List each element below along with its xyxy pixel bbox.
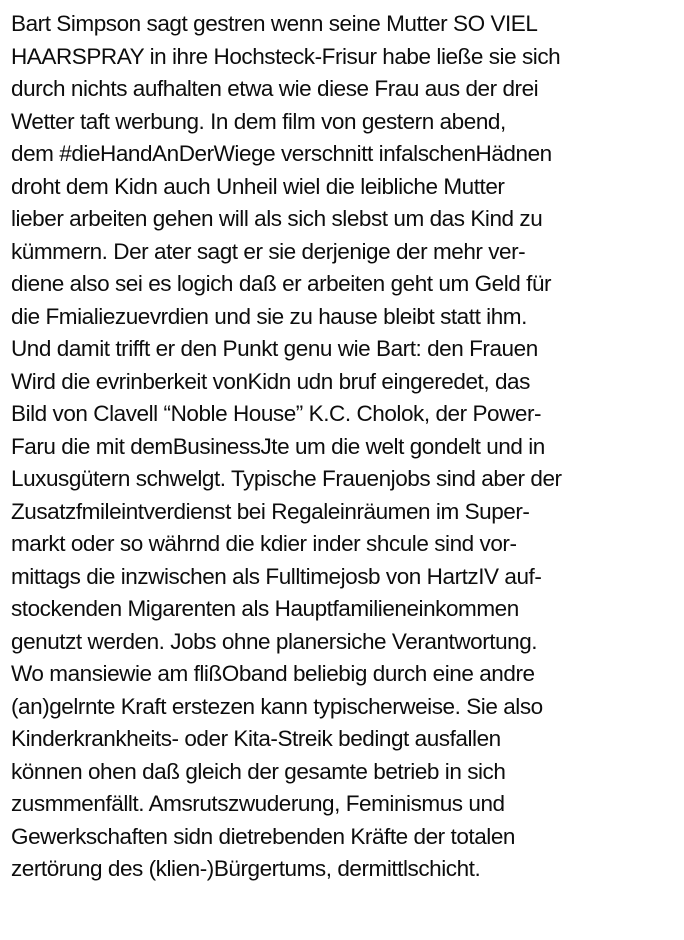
text-line: (an)gelrnte Kraft erstezen kann typischerweise. Sie also (11, 693, 543, 719)
text-line: Und damit trifft er den Punkt genu wie Bart: den Frauen (11, 336, 538, 361)
text-line: genutzt werden. Jobs ohne planersiche Verantwortung. (11, 628, 538, 654)
text-line: kümmern. Der ater sagt er sie derjenige der mehr ver- (11, 238, 526, 264)
text-line: diene also sei es logich daß er arbeiten geht um Geld für (11, 271, 552, 296)
text-line: können ohen daß gleich der gesamte betrieb in sich (11, 758, 506, 784)
text-line: Gewerkschaften sidn dietrebenden Kräfte der totalen (11, 823, 515, 849)
text-line: stockenden Migarenten als Hauptfamilieneinkommen (11, 596, 519, 621)
text-line: durch nichts aufhalten etwa wie diese Frau aus der drei (11, 76, 539, 101)
text-line: droht dem Kidn auch Unheil wiel die leibliche Mutter (11, 173, 505, 199)
body-text (11, 8, 681, 886)
text-line: die Fmialiezuevrdien und sie zu hause bleibt statt ihm. (11, 303, 527, 329)
text-line: HAARSPRAY in ihre Hochsteck-Frisur habe ließe sie sich (11, 43, 561, 69)
text-line: Bart Simpson sagt gestren wenn seine Mutter SO VIEL (11, 11, 538, 36)
text-line: Zusatzfmileintverdienst bei Regaleinräumen im Super- (11, 498, 530, 524)
text-line: Kinderkrankheits- oder Kita-Streik bedingt ausfallen (11, 726, 501, 751)
text-line: Luxusgütern schwelgt. Typische Frauenjobs sind aber der (11, 466, 562, 491)
text-line: Wo mansiewie am flißOband beliebig durch eine andre (11, 661, 535, 686)
text-line: mittags die inzwischen als Fulltimejosb von HartzIV auf- (11, 563, 542, 589)
text-line: Faru die mit demBusinessJte um die welt gondelt und in (11, 433, 545, 459)
text-line: zertörung des (klien-)Bürgertums, dermittlschicht. (11, 856, 481, 881)
text-line: Wird die evrinberkeit vonKidn udn bruf eingeredet, das (11, 368, 530, 394)
text-line: zusmmenfällt. Amsrutszwuderung, Feminismus und (11, 791, 505, 816)
text-line: Bild von Clavell “Noble House” K.C. Cholok, der Power- (11, 401, 542, 426)
text-line: lieber arbeiten gehen will als sich slebst um das Kind zu (11, 206, 543, 231)
text-line: Wetter taft werbung. In dem film von gestern abend, (11, 108, 506, 134)
text-line: dem #dieHandAnDerWiege verschnitt infalschenHädnen (11, 141, 552, 166)
text-line: markt oder so währnd die kdier inder shcule sind vor- (11, 531, 517, 556)
